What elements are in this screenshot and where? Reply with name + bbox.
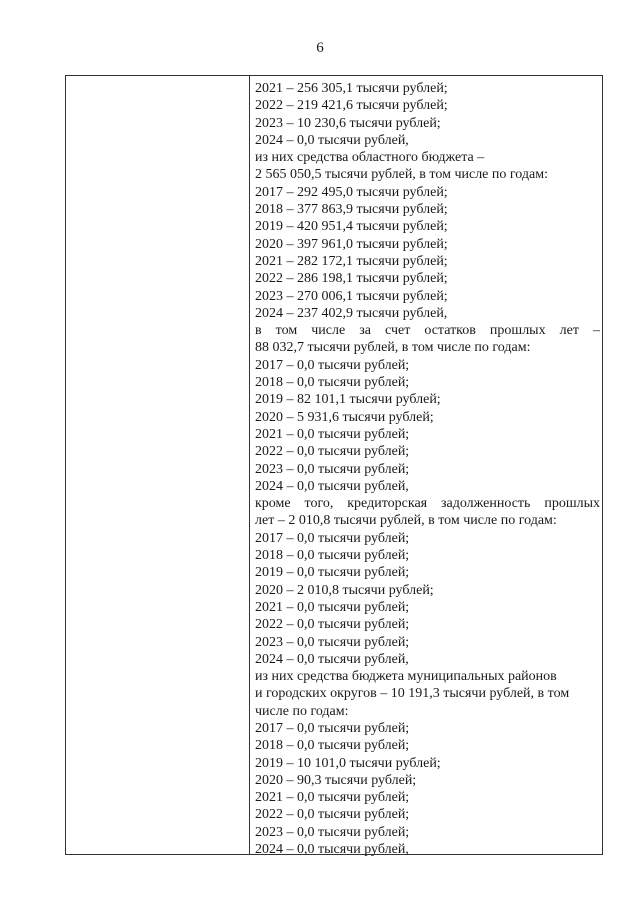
text-line: 2024 – 0,0 тысячи рублей, (255, 651, 409, 667)
text-line: 2019 – 420 951,4 тысячи рублей; (255, 219, 448, 235)
text-line: 2022 – 0,0 тысячи рублей; (255, 617, 410, 633)
text-line: 2023 – 270 006,1 тысячи рублей; (255, 288, 448, 304)
text-line: 2020 – 90,3 тысячи рублей; (255, 772, 417, 788)
text-line: из них средства областного бюджета – (255, 150, 485, 166)
text-line: 2021 – 256 305,1 тысячи рублей; (255, 81, 448, 96)
text-line: 2024 – 0,0 тысячи рублей, (255, 478, 409, 494)
text-line: 2018 – 0,0 тысячи рублей; (255, 738, 410, 754)
text-line: кроме того, кредиторская задолженность прошлых (255, 496, 600, 512)
text-line: в том числе за счет остатков прошлых лет – (255, 323, 600, 339)
text-line: 2019 – 0,0 тысячи рублей; (255, 565, 410, 581)
text-line: 2021 – 0,0 тысячи рублей; (255, 790, 410, 806)
text-line: 2020 – 5 931,6 тысячи рублей; (255, 409, 434, 425)
text-line: 2018 – 377 863,9 тысячи рублей; (255, 202, 448, 218)
text-line: 2023 – 0,0 тысячи рублей; (255, 634, 410, 650)
funding-table (65, 75, 603, 858)
text-line: 2023 – 0,0 тысячи рублей; (255, 824, 410, 840)
text-line: 2017 – 0,0 тысячи рублей; (255, 357, 410, 373)
text-line: 2022 – 0,0 тысячи рублей; (255, 807, 410, 823)
table-left-column (66, 76, 250, 854)
text-line: 2024 – 0,0 тысячи рублей, (255, 842, 409, 858)
text-line: 2017 – 0,0 тысячи рублей; (255, 720, 410, 736)
text-line: 2017 – 0,0 тысячи рублей; (255, 530, 410, 546)
text-line: 2022 – 219 421,6 тысячи рублей; (255, 98, 448, 114)
text-line: 2019 – 10 101,0 тысячи рублей; (255, 755, 441, 771)
table-right-column (255, 80, 600, 858)
text-line: 2021 – 282 172,1 тысячи рублей; (255, 253, 448, 269)
text-line: 2022 – 286 198,1 тысячи рублей; (255, 271, 448, 287)
text-line: 88 032,7 тысячи рублей, в том числе по годам: (255, 340, 531, 356)
text-line: 2024 – 0,0 тысячи рублей, (255, 132, 409, 148)
text-line: из них средства бюджета муниципальных районов (255, 669, 557, 685)
text-line: 2018 – 0,0 тысячи рублей; (255, 548, 410, 564)
text-line: 2020 – 397 961,0 тысячи рублей; (255, 236, 448, 252)
text-line: 2024 – 237 402,9 тысячи рублей, (255, 305, 448, 321)
text-line: 2021 – 0,0 тысячи рублей; (255, 426, 410, 442)
text-line: 2023 – 10 230,6 тысячи рублей; (255, 115, 441, 131)
text-line: лет – 2 010,8 тысячи рублей, в том числе по годам: (255, 513, 557, 529)
text-line: числе по годам: (255, 703, 349, 719)
text-line: 2023 – 0,0 тысячи рублей; (255, 461, 410, 477)
text-line: 2017 – 292 495,0 тысячи рублей; (255, 184, 448, 200)
text-line: 2018 – 0,0 тысячи рублей; (255, 375, 410, 391)
text-line: 2020 – 2 010,8 тысячи рублей; (255, 582, 434, 598)
page-number: 6 (316, 40, 324, 56)
text-line: 2022 – 0,0 тысячи рублей; (255, 444, 410, 460)
text-line: и городских округов – 10 191,3 тысячи рублей, в том (255, 686, 570, 702)
text-line: 2021 – 0,0 тысячи рублей; (255, 599, 410, 615)
text-line: 2019 – 82 101,1 тысячи рублей; (255, 392, 441, 408)
text-line: 2 565 050,5 тысячи рублей, в том числе по годам: (255, 167, 548, 183)
